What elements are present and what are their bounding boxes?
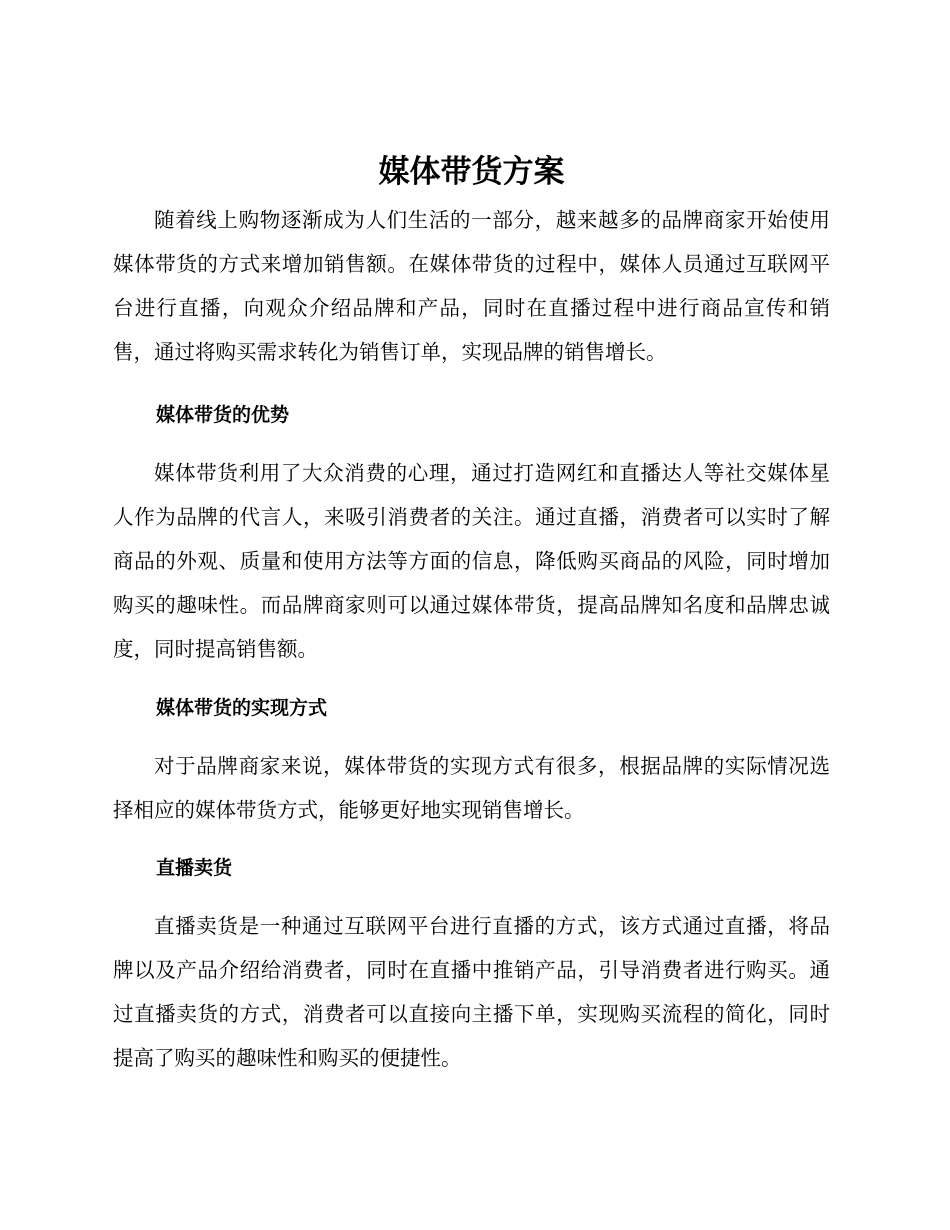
heading-implementation: 媒体带货的实现方式 bbox=[156, 697, 328, 719]
paragraph-implementation: 对于品牌商家来说，媒体带货的实现方式有很多，根据品牌的实际情况选择相应的媒体带货方式，能够更好地实现销售增长。 bbox=[113, 754, 830, 822]
heading-advantages: 媒体带货的优势 bbox=[156, 404, 290, 426]
document-title: 媒体带货方案 bbox=[378, 154, 565, 190]
paragraph-live-selling: 直播卖货是一种通过互联网平台进行直播的方式，该方式通过直播，将品牌以及产品介绍给消费者，同时在直播中推销产品，引导消费者进行购买。通过直播卖货的方式，消费者可以直接向主播下单，实现购买流程的简化，同时提高了购买的趣味性和购买的便捷性。 bbox=[113, 914, 830, 1070]
paragraph-intro: 随着线上购物逐渐成为人们生活的一部分，越来越多的品牌商家开始使用媒体带货的方式来增加销售额。在媒体带货的过程中，媒体人员通过互联网平台进行直播，向观众介绍品牌和产品，同时在直播过程中进行商品宣传和销售，通过将购买需求转化为销售订单，实现品牌的销售增长。 bbox=[113, 208, 830, 364]
paragraph-advantages: 媒体带货利用了大众消费的心理，通过打造网红和直播达人等社交媒体星人作为品牌的代言人，来吸引消费者的关注。通过直播，消费者可以实时了解商品的外观、质量和使用方法等方面的信息，降低购买商品的风险，同时增加购买的趣味性。而品牌商家则可以通过媒体带货，提高品牌知名度和品牌忠诚度，同时提高销售额。 bbox=[113, 461, 830, 661]
heading-live-selling: 直播卖货 bbox=[156, 857, 233, 879]
